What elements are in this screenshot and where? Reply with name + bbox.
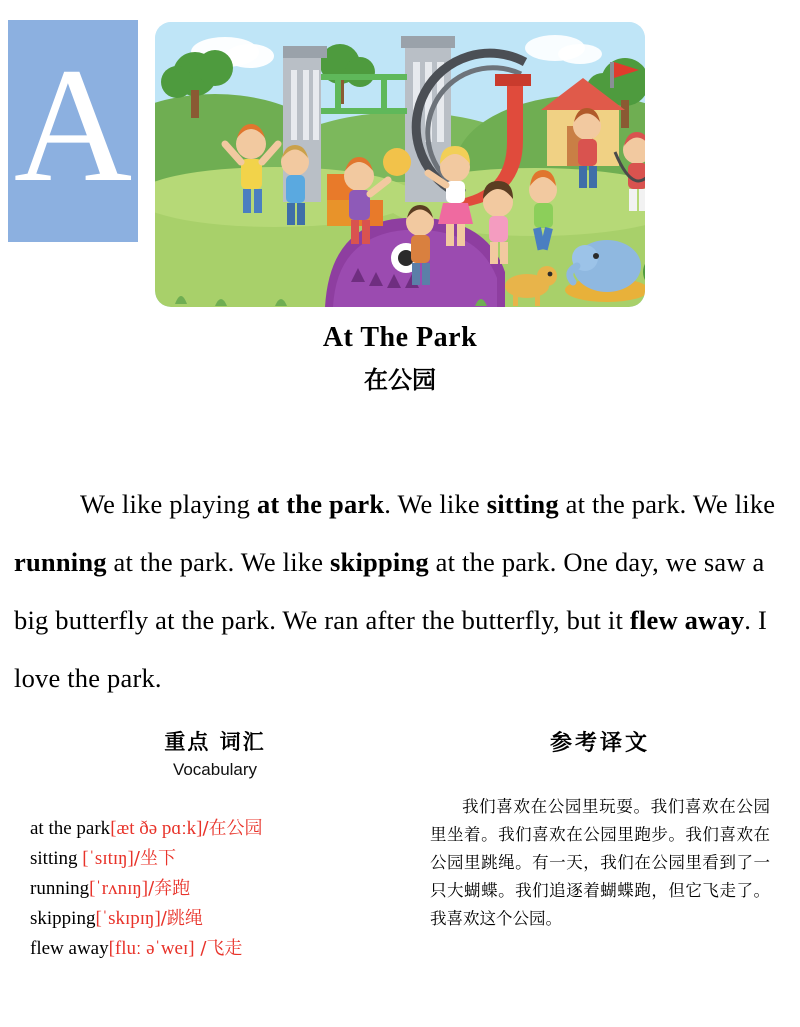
vocabulary-heading-english: Vocabulary xyxy=(172,760,258,779)
story-keyword: flew away xyxy=(629,604,745,635)
story-keyword: running xyxy=(14,546,107,577)
vocabulary-item xyxy=(30,814,400,844)
vocabulary-phonetic: [ˈskɪpɪŋ] xyxy=(95,908,161,929)
vocabulary-phonetic: [ˈrʌnɪŋ] xyxy=(89,878,149,899)
vocabulary-word: skipping xyxy=(30,908,96,929)
vocabulary-phonetic: [fluː əˈweɪ] xyxy=(108,938,195,959)
vocabulary-translation: /跳绳 xyxy=(160,908,203,929)
story-text: . I love the park. xyxy=(14,604,767,693)
park-illustration xyxy=(155,22,645,307)
vocabulary-heading-chinese: 重点 词汇 xyxy=(164,730,266,754)
story-text: We like playing xyxy=(80,488,257,519)
page-title-chinese: 在公园 xyxy=(364,366,436,394)
vocabulary-phonetic: [æt ðə pɑːk] xyxy=(110,818,203,839)
translation-heading: 参考译文 xyxy=(549,730,650,756)
story-text: at the park. We like xyxy=(558,488,776,519)
vocabulary-phonetic: [ˈsɪtɪŋ] xyxy=(82,848,134,869)
story-paragraph xyxy=(14,475,786,707)
story-keyword: at the park xyxy=(256,488,385,519)
vocabulary-translation: /奔跑 xyxy=(148,878,191,899)
story-text: at the park. We like xyxy=(106,546,331,577)
vocabulary-translation: /飞走 xyxy=(194,938,243,959)
vocabulary-word: at the park xyxy=(30,818,111,839)
translation-body: 我们喜欢在公园里玩耍。我们喜欢在公园里坐着。我们喜欢在公园里跑步。我们喜欢在公园里跳绳。有一天，我们在公园里看到了一只大蝴蝶。我们追逐着蝴蝶跑，但它飞走了。我喜欢这个公园。 xyxy=(430,797,770,928)
vocabulary-section xyxy=(30,726,400,980)
vocabulary-word: running xyxy=(30,878,90,899)
vocabulary-word: sitting xyxy=(30,848,83,869)
vocabulary-item xyxy=(30,904,400,934)
letter-badge xyxy=(8,20,138,242)
story-text: . We like xyxy=(384,488,487,519)
letter-glyph: A xyxy=(13,35,133,216)
translation-section xyxy=(430,726,770,933)
story-text: at the park. One day, we saw a big butterfly at the park. We ran after the butterfly, but it xyxy=(14,546,765,635)
vocabulary-item xyxy=(30,934,400,964)
vocabulary-translation: /在公园 xyxy=(202,818,263,839)
page-title-english: At The Park xyxy=(322,322,478,353)
vocabulary-translation: /坐下 xyxy=(133,848,176,869)
vocabulary-word: flew away xyxy=(30,938,109,959)
vocabulary-item xyxy=(30,844,400,874)
story-keyword: skipping xyxy=(330,546,429,577)
story-keyword: sitting xyxy=(486,488,559,519)
vocabulary-item xyxy=(30,874,400,904)
vocabulary-list xyxy=(30,814,400,964)
